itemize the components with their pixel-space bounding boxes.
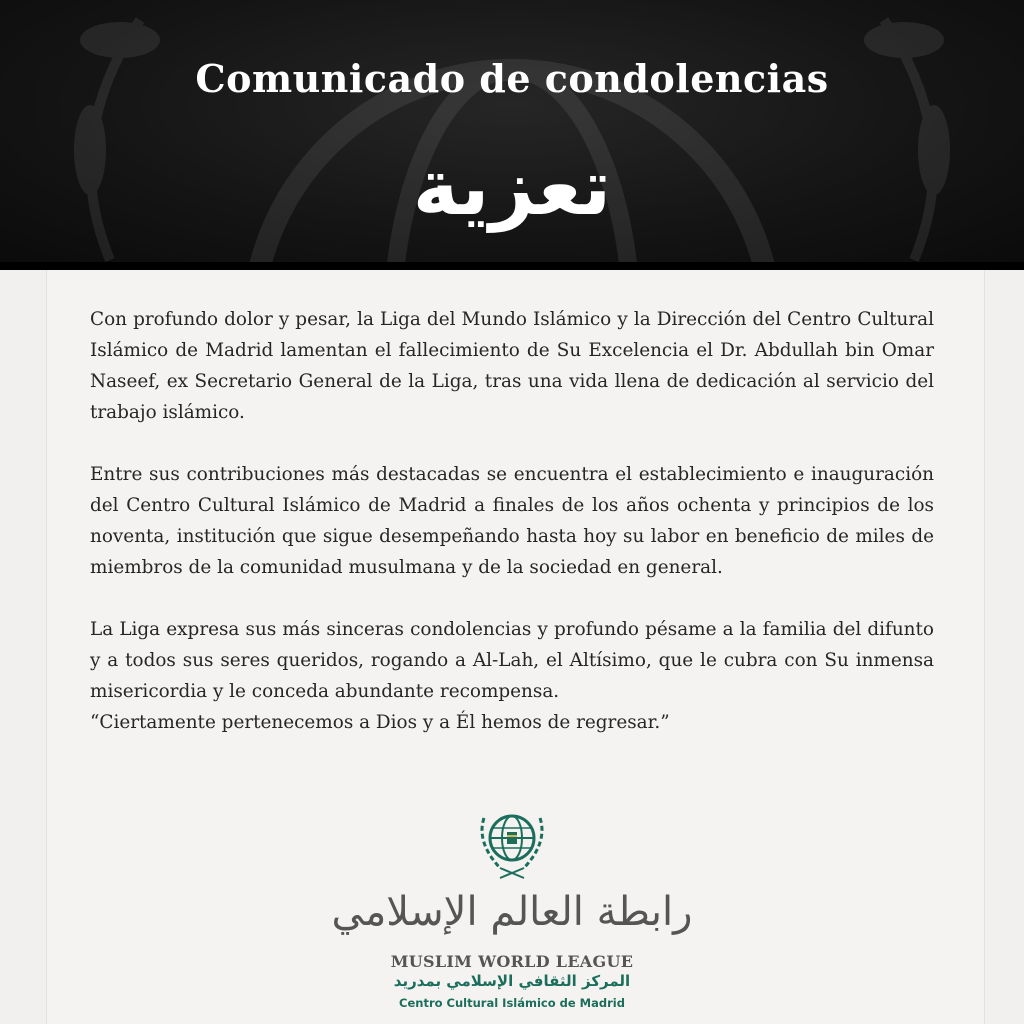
english-organization-name: MUSLIM WORLD LEAGUE — [390, 952, 634, 971]
header-banner — [0, 0, 1024, 262]
quote: “Ciertamente pertenecemos a Dios y a Él hemos de regresar.” — [90, 712, 670, 733]
muslim-world-league-logo-icon — [470, 798, 554, 882]
page-title: Comunicado de condolencias — [195, 56, 829, 101]
paragraph: La Liga expresa sus más sinceras condolencias y profundo pésame a la familia del difunto y a todos sus seres queridos, rogando a Al-Lah, el Altísimo, que le cubra con Su inmensa misericordia y le conceda abundante recompensa. — [90, 619, 934, 702]
spanish-center-name: Centro Cultural Islámico de Madrid — [399, 996, 625, 1010]
statement-body — [90, 304, 934, 738]
header-divider — [0, 262, 1024, 270]
paragraph: Entre sus contribuciones más destacadas se encuentra el establecimiento e inauguración del Centro Cultural Islámico de Madrid a finales de los años ochenta y principios de los noventa, institución que sigue desempeñando hasta hoy su labor en beneficio de miles de miembros de la comunidad musulmana y de la sociedad en general. — [90, 464, 934, 578]
arabic-calligraphy-title: تعزية — [412, 143, 612, 233]
arabic-center-name: المركز الثقافي الإسلامي بمدريد — [393, 972, 631, 990]
arabic-organization-name: رابطة العالم الإسلامي — [331, 889, 693, 935]
paragraph: Con profundo dolor y pesar, la Liga del Mundo Islámico y la Dirección del Centro Cultural Islámico de Madrid lamentan el fallecimiento de Su Excelencia el Dr. Abdullah bin Omar Naseef, ex Secretario General de la Liga, tras una vida llena de dedicación al servicio del trabajo islámico. — [90, 309, 934, 423]
